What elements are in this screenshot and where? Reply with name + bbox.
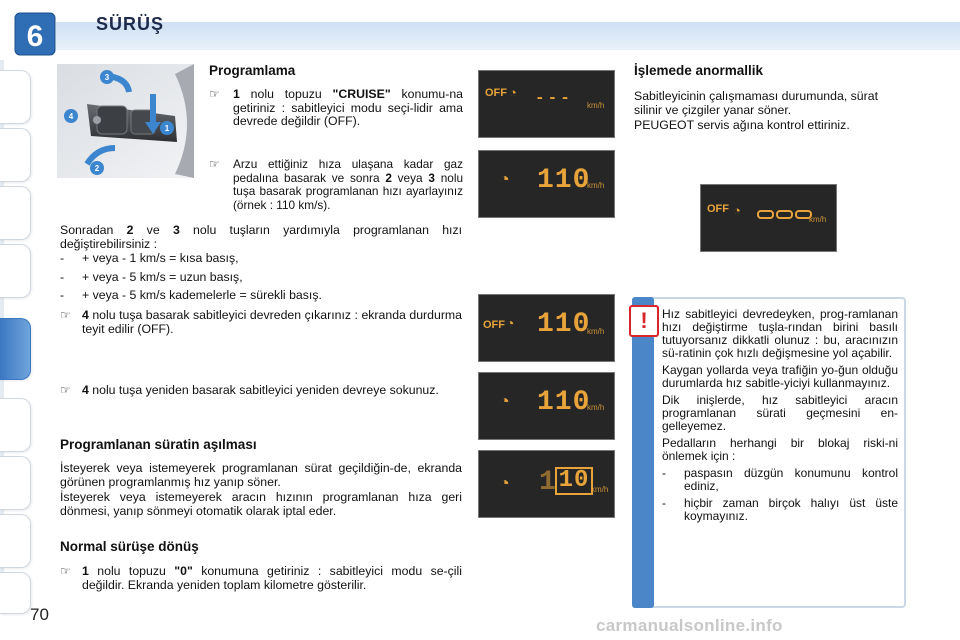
label-4: 4 xyxy=(68,112,74,121)
speedometer-icon: ◔ xyxy=(499,169,510,189)
fault-dashes xyxy=(757,209,813,221)
warning-strip xyxy=(632,297,654,608)
malfunction-p1: Sabitleyicinin çalışmaması durumunda, sürat silinir ve çizgiler yanar söner. xyxy=(634,89,878,117)
heading-overspeed: Programlanan süratin aşılması xyxy=(60,437,257,452)
page-number: 70 xyxy=(30,605,49,624)
lcd-display-blinking: ◔ 1 10 km/h xyxy=(478,450,615,518)
chapter-tab-3[interactable] xyxy=(0,186,31,240)
lcd-display-off-110: OFF ◔ 110 km/h xyxy=(478,294,615,362)
header-bar xyxy=(56,22,960,50)
cruise-stalk-illustration xyxy=(57,64,194,178)
chapter-tab-7[interactable] xyxy=(0,398,31,452)
lcd-display-off-dashes: OFF ◔ --- km/h xyxy=(478,70,615,138)
warning-list-item: hiçbir zaman birçok halıyı üst üste koymayınız. xyxy=(684,496,898,523)
after-paragraph: Sonradan 2 ve 3 nolu tuşların yardımıyla programlanan hızı değiştirebilirsiniz : xyxy=(60,223,463,251)
arrow-bullet-icon: ☞ xyxy=(60,383,71,397)
list-item: + veya - 5 km/s kademelerle = sürekli basış. xyxy=(82,288,322,302)
normal-bullet: ☞ 1 nolu topuzu "0" konumuna getiriniz : sabitleyici modu se-çili değildir. Ekranda yeniden toplam kilometre gösterilir. xyxy=(60,564,462,592)
list-item: + veya - 1 km/s = kısa basış, xyxy=(82,251,239,265)
warning-p4: Pedalların herhangi bir blokaj riski-ni önlemek için : xyxy=(662,436,898,463)
chapter-tab-6-active[interactable] xyxy=(0,318,31,380)
label-3: 3 xyxy=(104,73,110,82)
watermark: carmanualsonline.info xyxy=(596,616,783,635)
warning-p3: Dik inişlerde, hız sabitleyici aracın programlanan sürati geçmesini en-gelleyemez. xyxy=(662,393,898,433)
warning-icon: ! xyxy=(629,305,659,337)
label-1: 1 xyxy=(164,124,170,133)
list-item: + veya - 5 km/s = uzun basış, xyxy=(82,269,243,284)
label-2: 2 xyxy=(94,164,100,173)
arrow-bullet-icon: ☞ xyxy=(60,564,71,578)
malfunction-p2: PEUGEOT servis ağına kontrol ettiriniz. xyxy=(634,118,850,132)
bullet-1: ☞ 1 nolu topuzu "CRUISE" konumu-na getiriniz : sabitleyici modu seçi-lidir ama devrede değildir (OFF). xyxy=(209,87,464,128)
bullet-3: ☞ 4 nolu tuşa basarak sabitleyici devreden çıkarınız : ekranda durdurma teyit edilir (OFF). xyxy=(60,308,462,336)
arrow-bullet-icon: ☞ xyxy=(60,308,71,322)
chapter-tab-1[interactable] xyxy=(0,70,31,124)
warning-text: Hız sabitleyici devredeyken, prog-ramlanan hızı değiştirme tuşla-rından birini basılı tutuyorsanız dikkatli olunuz : bu, aracınızın sü-ratinin çok hızlı değişmesine yol açabilir. Kaygan yollarda veya trafiğin yo-ğun olduğu durumlarda hız sabitle-yiciyi kullanmayınız. Dik inişlerde, hız sabitleyici aracın programlanan sürati geçmesini en-gelleyemez. Pedalların herhangi bir blokaj riski-ni önlemek için : - paspasın düzgün konumunu kontrol ediniz, - hiçbir zaman birçok halıyı üst üste koymayınız. xyxy=(662,307,898,523)
chapter-tab-8[interactable] xyxy=(0,456,31,510)
chapter-tab-9[interactable] xyxy=(0,514,31,568)
overspeed-p2: İsteyerek veya istemeyerek aracın hızının programlanan hıza geri dönmesi, yanıp sönmeyi otomatik olarak iptal eder. xyxy=(60,490,462,518)
heading-programming: Programlama xyxy=(209,63,296,78)
bullet-2: ☞ Arzu ettiğiniz hıza ulaşana kadar gaz pedalına basarak ve sonra 2 veya 3 nolu tuşa basarak programlanan hızı ayarlayınız (örnek : 110 km/s). xyxy=(209,157,464,212)
lcd-display-fault: OFF ◔ km/h xyxy=(700,184,837,252)
speedometer-icon: ◔ xyxy=(499,391,510,411)
speedometer-icon: ◔ xyxy=(509,85,517,100)
warning-p1: Hız sabitleyici devredeyken, prog-ramlanan hızı değiştirme tuşla-rından birini basılı tutuyorsanız dikkatli olunuz : bu, aracınızın sü-ratinin çok hızlı değişmesine yol açabilir. xyxy=(662,307,898,360)
speedometer-icon: ◔ xyxy=(733,203,741,218)
page-title: SÜRÜŞ xyxy=(96,14,165,34)
warning-p2: Kaygan yollarda veya trafiğin yo-ğun olduğu durumlarda hız sabitle-yiciyi kullanmayınız. xyxy=(662,363,898,390)
lcd-display-110-resumed: ◔ 110 km/h xyxy=(478,372,615,440)
arrow-bullet-icon: ☞ xyxy=(209,157,220,171)
adjust-list: - + veya - 1 km/s = kısa basış, - + veya - 5 km/s = uzun basış, - + veya - 5 km/s kademelerle = sürekli basış. xyxy=(60,251,322,302)
speedometer-icon: ◔ xyxy=(506,315,515,331)
speedometer-icon: ◔ xyxy=(499,473,510,493)
overspeed-p1: İsteyerek veya istemeyerek programlanan sürat geçildiğin-de, ekranda görünen programlanmış hız yanıp söner. xyxy=(60,461,462,489)
chapter-badge xyxy=(14,12,56,56)
chapter-number: 6 xyxy=(26,20,44,53)
heading-malfunction: İşlemede anormallik xyxy=(634,63,764,78)
chapter-tab-10[interactable] xyxy=(0,572,31,614)
heading-normal-driving: Normal sürüşe dönüş xyxy=(60,539,199,554)
lcd-display-110: ◔ 110 km/h xyxy=(478,150,615,218)
warning-list-item: paspasın düzgün konumunu kontrol ediniz, xyxy=(684,466,898,493)
arrow-bullet-icon: ☞ xyxy=(209,87,220,101)
chapter-tab-4[interactable] xyxy=(0,244,31,298)
bullet-4: ☞ 4 nolu tuşa yeniden basarak sabitleyici yeniden devreye sokunuz. xyxy=(60,383,439,397)
chapter-tab-2[interactable] xyxy=(0,128,31,182)
